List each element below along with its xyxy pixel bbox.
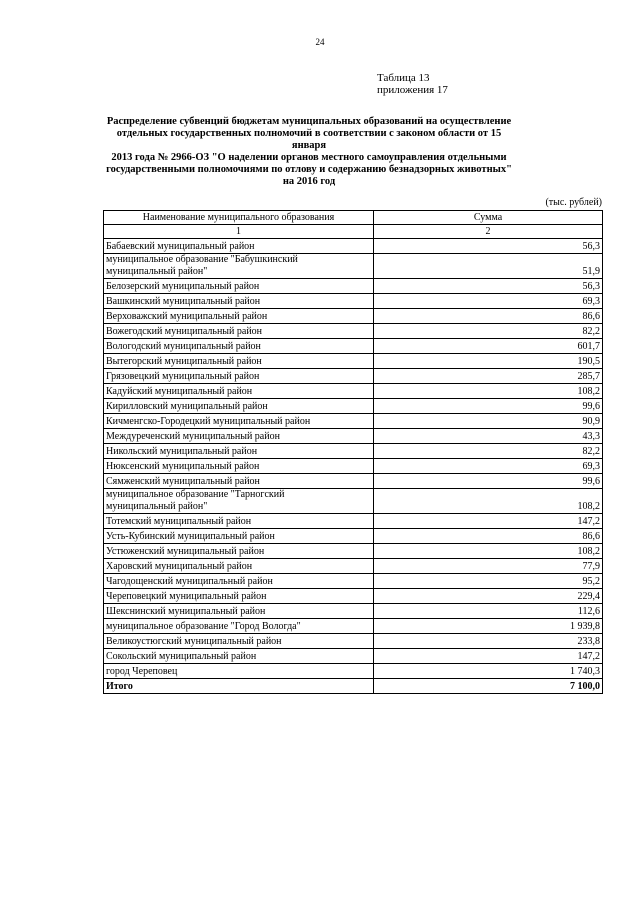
municipality-name — [104, 239, 374, 254]
municipality-name-line: муниципальный район" — [106, 501, 208, 512]
subsidy-amount: 99,6 — [374, 474, 603, 489]
municipality-name — [104, 474, 374, 489]
table-row — [104, 489, 603, 514]
municipality-name — [104, 544, 374, 559]
subsidy-amount: 1 740,3 — [374, 664, 603, 679]
subsidy-amount: 90,9 — [374, 414, 603, 429]
table-row — [104, 619, 603, 634]
subsidy-amount: 82,2 — [374, 444, 603, 459]
subsidy-amount: 86,6 — [374, 309, 603, 324]
table-row — [104, 339, 603, 354]
municipality-name-line: Сямженский муниципальный район — [106, 476, 260, 487]
municipality-name — [104, 589, 374, 604]
subsidy-amount: 285,7 — [374, 369, 603, 384]
municipality-name-line: Череповецкий муниципальный район — [106, 591, 267, 602]
subsidy-amount: 82,2 — [374, 324, 603, 339]
table-reference-line: Таблица 13 — [377, 72, 430, 84]
subsidy-amount: 43,3 — [374, 429, 603, 444]
subsidy-amount: 233,8 — [374, 634, 603, 649]
table-row — [104, 414, 603, 429]
municipality-name — [104, 369, 374, 384]
total-amount: 7 100,0 — [374, 679, 603, 694]
table-row — [104, 399, 603, 414]
subsidy-amount: 108,2 — [374, 384, 603, 399]
column-number: 1 — [104, 225, 374, 239]
municipality-name — [104, 649, 374, 664]
subsidy-amount: 56,3 — [374, 279, 603, 294]
municipality-name — [104, 459, 374, 474]
unit-label: (тыс. рублей) — [545, 197, 602, 208]
subsidy-amount: 1 939,8 — [374, 619, 603, 634]
column-header-name: Наименование муниципального образования — [104, 211, 374, 225]
municipality-name-line: Нюксенский муниципальный район — [106, 461, 260, 472]
municipality-name-line: Белозерский муниципальный район — [106, 281, 260, 292]
title-line: 2013 года № 2966-ОЗ "О наделении органов местного самоуправления отдельными — [111, 152, 507, 163]
municipality-name-line: Вологодский муниципальный район — [106, 341, 261, 352]
municipality-name-line: Вытегорский муниципальный район — [106, 356, 262, 367]
column-number-row — [104, 225, 603, 239]
table-row — [104, 474, 603, 489]
table-row — [104, 589, 603, 604]
municipality-name-line: Бабаевский муниципальный район — [106, 241, 255, 252]
title-line: на 2016 год — [282, 176, 336, 187]
table-row — [104, 324, 603, 339]
municipality-name-line: муниципальный район" — [106, 266, 208, 277]
municipality-name-line: Кадуйский муниципальный район — [106, 386, 253, 397]
subsidy-amount: 77,9 — [374, 559, 603, 574]
table-row — [104, 459, 603, 474]
municipality-name-line: Грязовецкий муниципальный район — [106, 371, 260, 382]
page-number: 24 — [315, 37, 325, 47]
subsidy-amount: 69,3 — [374, 294, 603, 309]
table-reference — [377, 72, 448, 96]
column-header-sum: Сумма — [374, 211, 603, 225]
table-row — [104, 604, 603, 619]
header-row — [104, 211, 603, 225]
municipality-name — [104, 309, 374, 324]
table-row — [104, 634, 603, 649]
municipality-name-line: Тотемский муниципальный район — [106, 516, 252, 527]
municipality-name — [104, 634, 374, 649]
table-row — [104, 384, 603, 399]
municipality-name — [104, 514, 374, 529]
table-row — [104, 369, 603, 384]
municipality-name-line: Шекснинский муниципальный район — [106, 606, 266, 617]
subsidy-amount: 99,6 — [374, 399, 603, 414]
table-row — [104, 514, 603, 529]
total-label: Итого — [104, 679, 374, 694]
table-row — [104, 649, 603, 664]
document-title — [100, 116, 518, 188]
table-body — [104, 239, 603, 694]
subsidy-amount: 95,2 — [374, 574, 603, 589]
subsidy-amount: 112,6 — [374, 604, 603, 619]
subsidy-amount: 69,3 — [374, 459, 603, 474]
municipality-name — [104, 604, 374, 619]
municipality-name — [104, 324, 374, 339]
municipality-name — [104, 489, 374, 514]
subsidy-table — [103, 210, 603, 694]
subsidy-amount: 601,7 — [374, 339, 603, 354]
subsidy-amount: 147,2 — [374, 514, 603, 529]
municipality-name-line: Чагодощенский муниципальный район — [106, 576, 273, 587]
municipality-name — [104, 339, 374, 354]
municipality-name — [104, 529, 374, 544]
table-row — [104, 309, 603, 324]
municipality-name — [104, 294, 374, 309]
municipality-name — [104, 354, 374, 369]
municipality-name — [104, 429, 374, 444]
municipality-name — [104, 399, 374, 414]
municipality-name-line: город Череповец — [106, 666, 178, 677]
municipality-name — [104, 414, 374, 429]
municipality-name-line: Великоустюгский муниципальный район — [106, 636, 282, 647]
table-row — [104, 664, 603, 679]
municipality-name — [104, 279, 374, 294]
municipality-name-line: Верховажский муниципальный район — [106, 311, 268, 322]
table-row — [104, 574, 603, 589]
table-row — [104, 254, 603, 279]
table-row — [104, 239, 603, 254]
municipality-name-line: Сокольский муниципальный район — [106, 651, 257, 662]
total-row — [104, 679, 603, 694]
table-row — [104, 294, 603, 309]
table-row — [104, 444, 603, 459]
subsidy-amount: 229,4 — [374, 589, 603, 604]
subsidy-amount: 190,5 — [374, 354, 603, 369]
table-row — [104, 559, 603, 574]
table-row — [104, 544, 603, 559]
subsidy-amount: 147,2 — [374, 649, 603, 664]
table-row — [104, 354, 603, 369]
title-line: государственными полномочиями по отлову и содержанию безнадзорных животных" — [106, 164, 512, 175]
municipality-name — [104, 444, 374, 459]
column-number: 2 — [374, 225, 603, 239]
subsidy-amount: 108,2 — [374, 544, 603, 559]
municipality-name-line: Вашкинский муниципальный район — [106, 296, 261, 307]
municipality-name-line: Кирилловский муниципальный район — [106, 401, 268, 412]
title-line: Распределение субвенций бюджетам муниципальных образований на осуществление — [106, 116, 512, 127]
municipality-name-line: Вожегодский муниципальный район — [106, 326, 263, 337]
table-row — [104, 529, 603, 544]
municipality-name — [104, 384, 374, 399]
subsidy-amount: 108,2 — [374, 489, 603, 514]
municipality-name-line: муниципальное образование "Город Вологда" — [106, 621, 301, 632]
subsidy-amount: 86,6 — [374, 529, 603, 544]
table-row — [104, 429, 603, 444]
table-reference-line: приложения 17 — [377, 84, 448, 96]
table-row — [104, 279, 603, 294]
municipality-name — [104, 254, 374, 279]
municipality-name-line: Усть-Кубинский муниципальный район — [106, 531, 275, 542]
subsidy-amount: 51,9 — [374, 254, 603, 279]
municipality-name-line: муниципальное образование "Бабушкинский — [106, 254, 298, 265]
municipality-name-line: Харовский муниципальный район — [106, 561, 253, 572]
municipality-name-line: Никольский муниципальный район — [106, 446, 258, 457]
municipality-name — [104, 574, 374, 589]
municipality-name-line: Устюженский муниципальный район — [106, 546, 265, 557]
title-line: отдельных государственных полномочий в соответствии с законом области от 15 января — [116, 128, 502, 151]
subsidy-amount: 56,3 — [374, 239, 603, 254]
municipality-name-line: Междуреченский муниципальный район — [106, 431, 280, 442]
municipality-name-line: Кичменгско-Городецкий муниципальный район — [106, 416, 311, 427]
municipality-name-line: муниципальное образование "Тарногский — [106, 489, 285, 500]
municipality-name — [104, 619, 374, 634]
municipality-name — [104, 559, 374, 574]
municipality-name — [104, 664, 374, 679]
